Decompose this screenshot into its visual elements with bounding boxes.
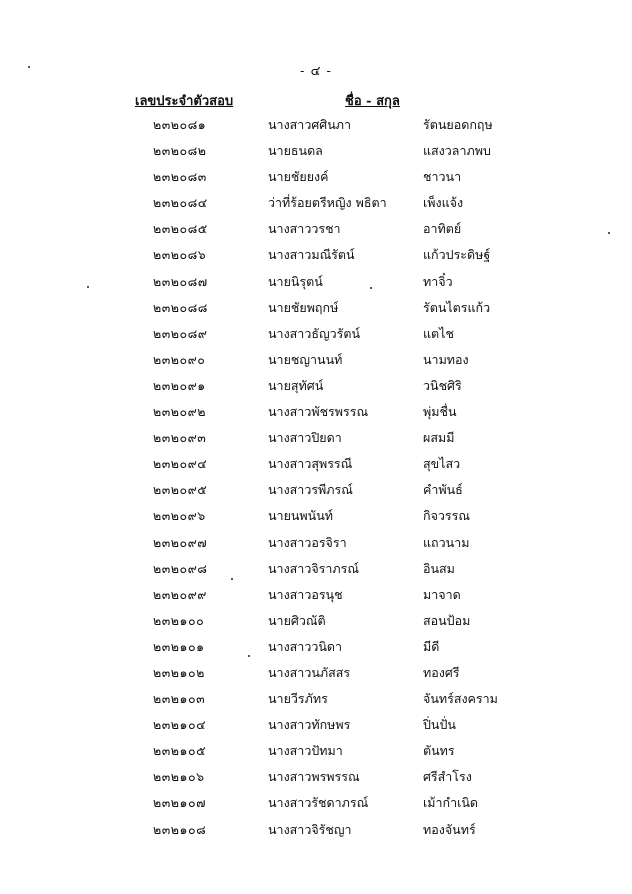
last-name: ชาวนา <box>423 169 462 185</box>
first-name: นางสาวศศินภา <box>268 117 352 132</box>
table-row <box>0 790 632 816</box>
last-name: กิจวรรณ <box>423 508 470 524</box>
first-name: นายศิวณัติ <box>268 612 326 628</box>
exam-id: ๒๓๒๑๐๕ <box>153 743 207 759</box>
last-name: มีดี <box>423 638 440 654</box>
last-name: เพ็งแจ้ง <box>423 195 464 211</box>
table-row <box>0 295 632 321</box>
exam-id: ๒๓๒๐๙๐ <box>153 351 206 367</box>
first-name: นางสาวอรจิรา <box>268 534 347 550</box>
first-name: นายนพนันท์ <box>268 508 334 524</box>
first-name: นางสาวอรนุช <box>268 586 343 602</box>
exam-id: ๒๓๒๐๙๑ <box>153 377 206 393</box>
exam-id: ๒๓๒๐๙๗ <box>153 534 208 550</box>
first-name: นางสาวพัชรพรรณ <box>268 404 369 420</box>
table-row <box>0 347 632 373</box>
first-name: นางสาวจิราภรณ์ <box>268 560 359 576</box>
first-name: นางสาวรพีภรณ์ <box>268 482 353 498</box>
first-name: นายสุทัศน์ <box>268 377 324 393</box>
exam-id: ๒๓๒๐๙๕ <box>153 482 208 498</box>
last-name: ทองศรี <box>423 664 460 680</box>
table-row <box>0 764 632 790</box>
candidate-list <box>0 112 632 843</box>
table-row <box>0 634 632 660</box>
exam-id: ๒๓๒๐๙๓ <box>153 430 207 446</box>
first-name: นางสาวสุพรรณี <box>268 456 353 472</box>
last-name: มาจาด <box>423 586 461 602</box>
table-row <box>0 190 632 216</box>
exam-id: ๒๓๒๐๙๔ <box>153 456 208 472</box>
last-name: พุ่มชื่น <box>423 404 457 420</box>
table-row <box>0 503 632 529</box>
last-name: แสงวลาภพบ <box>423 143 491 159</box>
first-name: นางสาวปัทมา <box>268 743 343 759</box>
exam-id: ๒๓๒๐๘๔ <box>153 195 208 211</box>
page-number: - ๔ - <box>300 64 332 79</box>
last-name: แก้วประดิษฐ์ <box>423 247 491 263</box>
first-name: นางสาวพรพรรณ <box>268 769 360 785</box>
table-row <box>0 686 632 712</box>
exam-id: ๒๓๒๑๐๖ <box>153 769 205 785</box>
first-name: นางสาววรชา <box>268 221 341 237</box>
table-row <box>0 425 632 451</box>
first-name: นายธนดล <box>268 143 323 159</box>
scan-speck <box>248 655 250 657</box>
last-name: ปิ่นปั่น <box>423 717 456 733</box>
first-name: นายชญานนท์ <box>268 351 343 367</box>
last-name: ทองจันทร์ <box>423 821 476 837</box>
exam-id: ๒๓๒๑๐๔ <box>153 717 207 733</box>
last-name: แถวนาม <box>423 534 470 550</box>
table-row <box>0 608 632 634</box>
last-name: รัตนยอดกฤษ <box>423 117 493 132</box>
exam-id: ๒๓๒๑๐๑ <box>153 638 205 654</box>
first-name: นางสาวทักษพร <box>268 717 351 733</box>
first-name: นายวีรภัทร <box>268 691 328 707</box>
scan-speck <box>370 287 372 289</box>
table-row <box>0 817 632 843</box>
first-name: นางสาวรัชดาภรณ์ <box>268 795 369 811</box>
header-exam-id: เลขประจำตัวสอบ <box>135 94 234 109</box>
scan-speck <box>231 578 233 580</box>
exam-id: ๒๓๒๐๙๙ <box>153 586 207 602</box>
last-name: แตไช <box>423 325 454 341</box>
last-name: ผสมมี <box>423 430 455 446</box>
first-name: นางสาวนภัสสร <box>268 664 351 680</box>
exam-id: ๒๓๒๑๐๒ <box>153 664 205 680</box>
last-name: นามทอง <box>423 351 469 367</box>
table-row <box>0 242 632 268</box>
table-row <box>0 112 632 138</box>
exam-id: ๒๓๒๐๘๒ <box>153 143 207 159</box>
exam-id: ๒๓๒๑๐๓ <box>153 691 206 707</box>
table-row <box>0 164 632 190</box>
table-row <box>0 712 632 738</box>
table-row <box>0 660 632 686</box>
table-row <box>0 738 632 764</box>
first-name: นางสาวจิรัชญา <box>268 821 352 837</box>
table-row <box>0 451 632 477</box>
table-row <box>0 321 632 347</box>
exam-id: ๒๓๒๐๘๘ <box>153 299 208 315</box>
exam-id: ๒๓๒๐๘๖ <box>153 247 207 263</box>
last-name: อินสม <box>423 560 455 576</box>
last-name: ทาจิ๋ว <box>423 273 453 289</box>
first-name: นางสาววนิดา <box>268 638 343 654</box>
exam-id: ๒๓๒๐๙๖ <box>153 508 206 524</box>
exam-id: ๒๓๒๐๙๒ <box>153 404 207 420</box>
scan-speck <box>608 232 610 234</box>
exam-id: ๒๓๒๑๐๗ <box>153 795 206 811</box>
last-name: คำพันธ์ <box>423 482 463 498</box>
header-full-name: ชื่อ - สกุล <box>345 94 400 109</box>
first-name: นางสาวธัญวรัตน์ <box>268 325 361 341</box>
last-name: รัตนไตรแก้ว <box>423 299 491 315</box>
last-name: จันทร์สงคราม <box>423 691 498 707</box>
exam-id: ๒๓๒๐๘๙ <box>153 325 208 341</box>
last-name: ตันทร <box>423 743 455 759</box>
exam-id: ๒๓๒๐๙๘ <box>153 560 208 576</box>
table-row <box>0 530 632 556</box>
first-name: นายชัยยงค์ <box>268 169 329 185</box>
exam-id: ๒๓๒๐๘๕ <box>153 221 208 237</box>
first-name: นายนิรุตน์ <box>268 273 323 289</box>
first-name: นายชัยพฤกษ์ <box>268 299 339 315</box>
table-row <box>0 269 632 295</box>
table-row <box>0 582 632 608</box>
first-name: นางสาวปิยดา <box>268 430 342 446</box>
first-name: ว่าที่ร้อยตรีหญิง พธิตา <box>268 195 387 211</box>
last-name: ศรีสำโรง <box>423 769 472 785</box>
last-name: อาทิตย์ <box>423 221 462 237</box>
exam-id: ๒๓๒๐๘๓ <box>153 169 207 185</box>
exam-id: ๒๓๒๑๐๐ <box>153 612 205 628</box>
exam-id: ๒๓๒๐๘๑ <box>153 117 207 132</box>
last-name: วนิชศิริ <box>423 377 462 393</box>
scan-speck <box>87 286 89 288</box>
first-name: นางสาวมณีรัตน์ <box>268 247 355 263</box>
table-row <box>0 373 632 399</box>
table-row <box>0 477 632 503</box>
exam-id: ๒๓๒๐๘๗ <box>153 273 208 289</box>
table-row <box>0 216 632 242</box>
table-row <box>0 399 632 425</box>
exam-id: ๒๓๒๑๐๘ <box>153 821 207 837</box>
table-header <box>0 90 632 110</box>
scan-speck <box>28 66 30 68</box>
last-name: เม้ากำเนิด <box>423 795 479 811</box>
table-row <box>0 556 632 582</box>
last-name: สุขไสว <box>423 456 461 472</box>
last-name: สอนป้อม <box>423 612 471 628</box>
table-row <box>0 138 632 164</box>
